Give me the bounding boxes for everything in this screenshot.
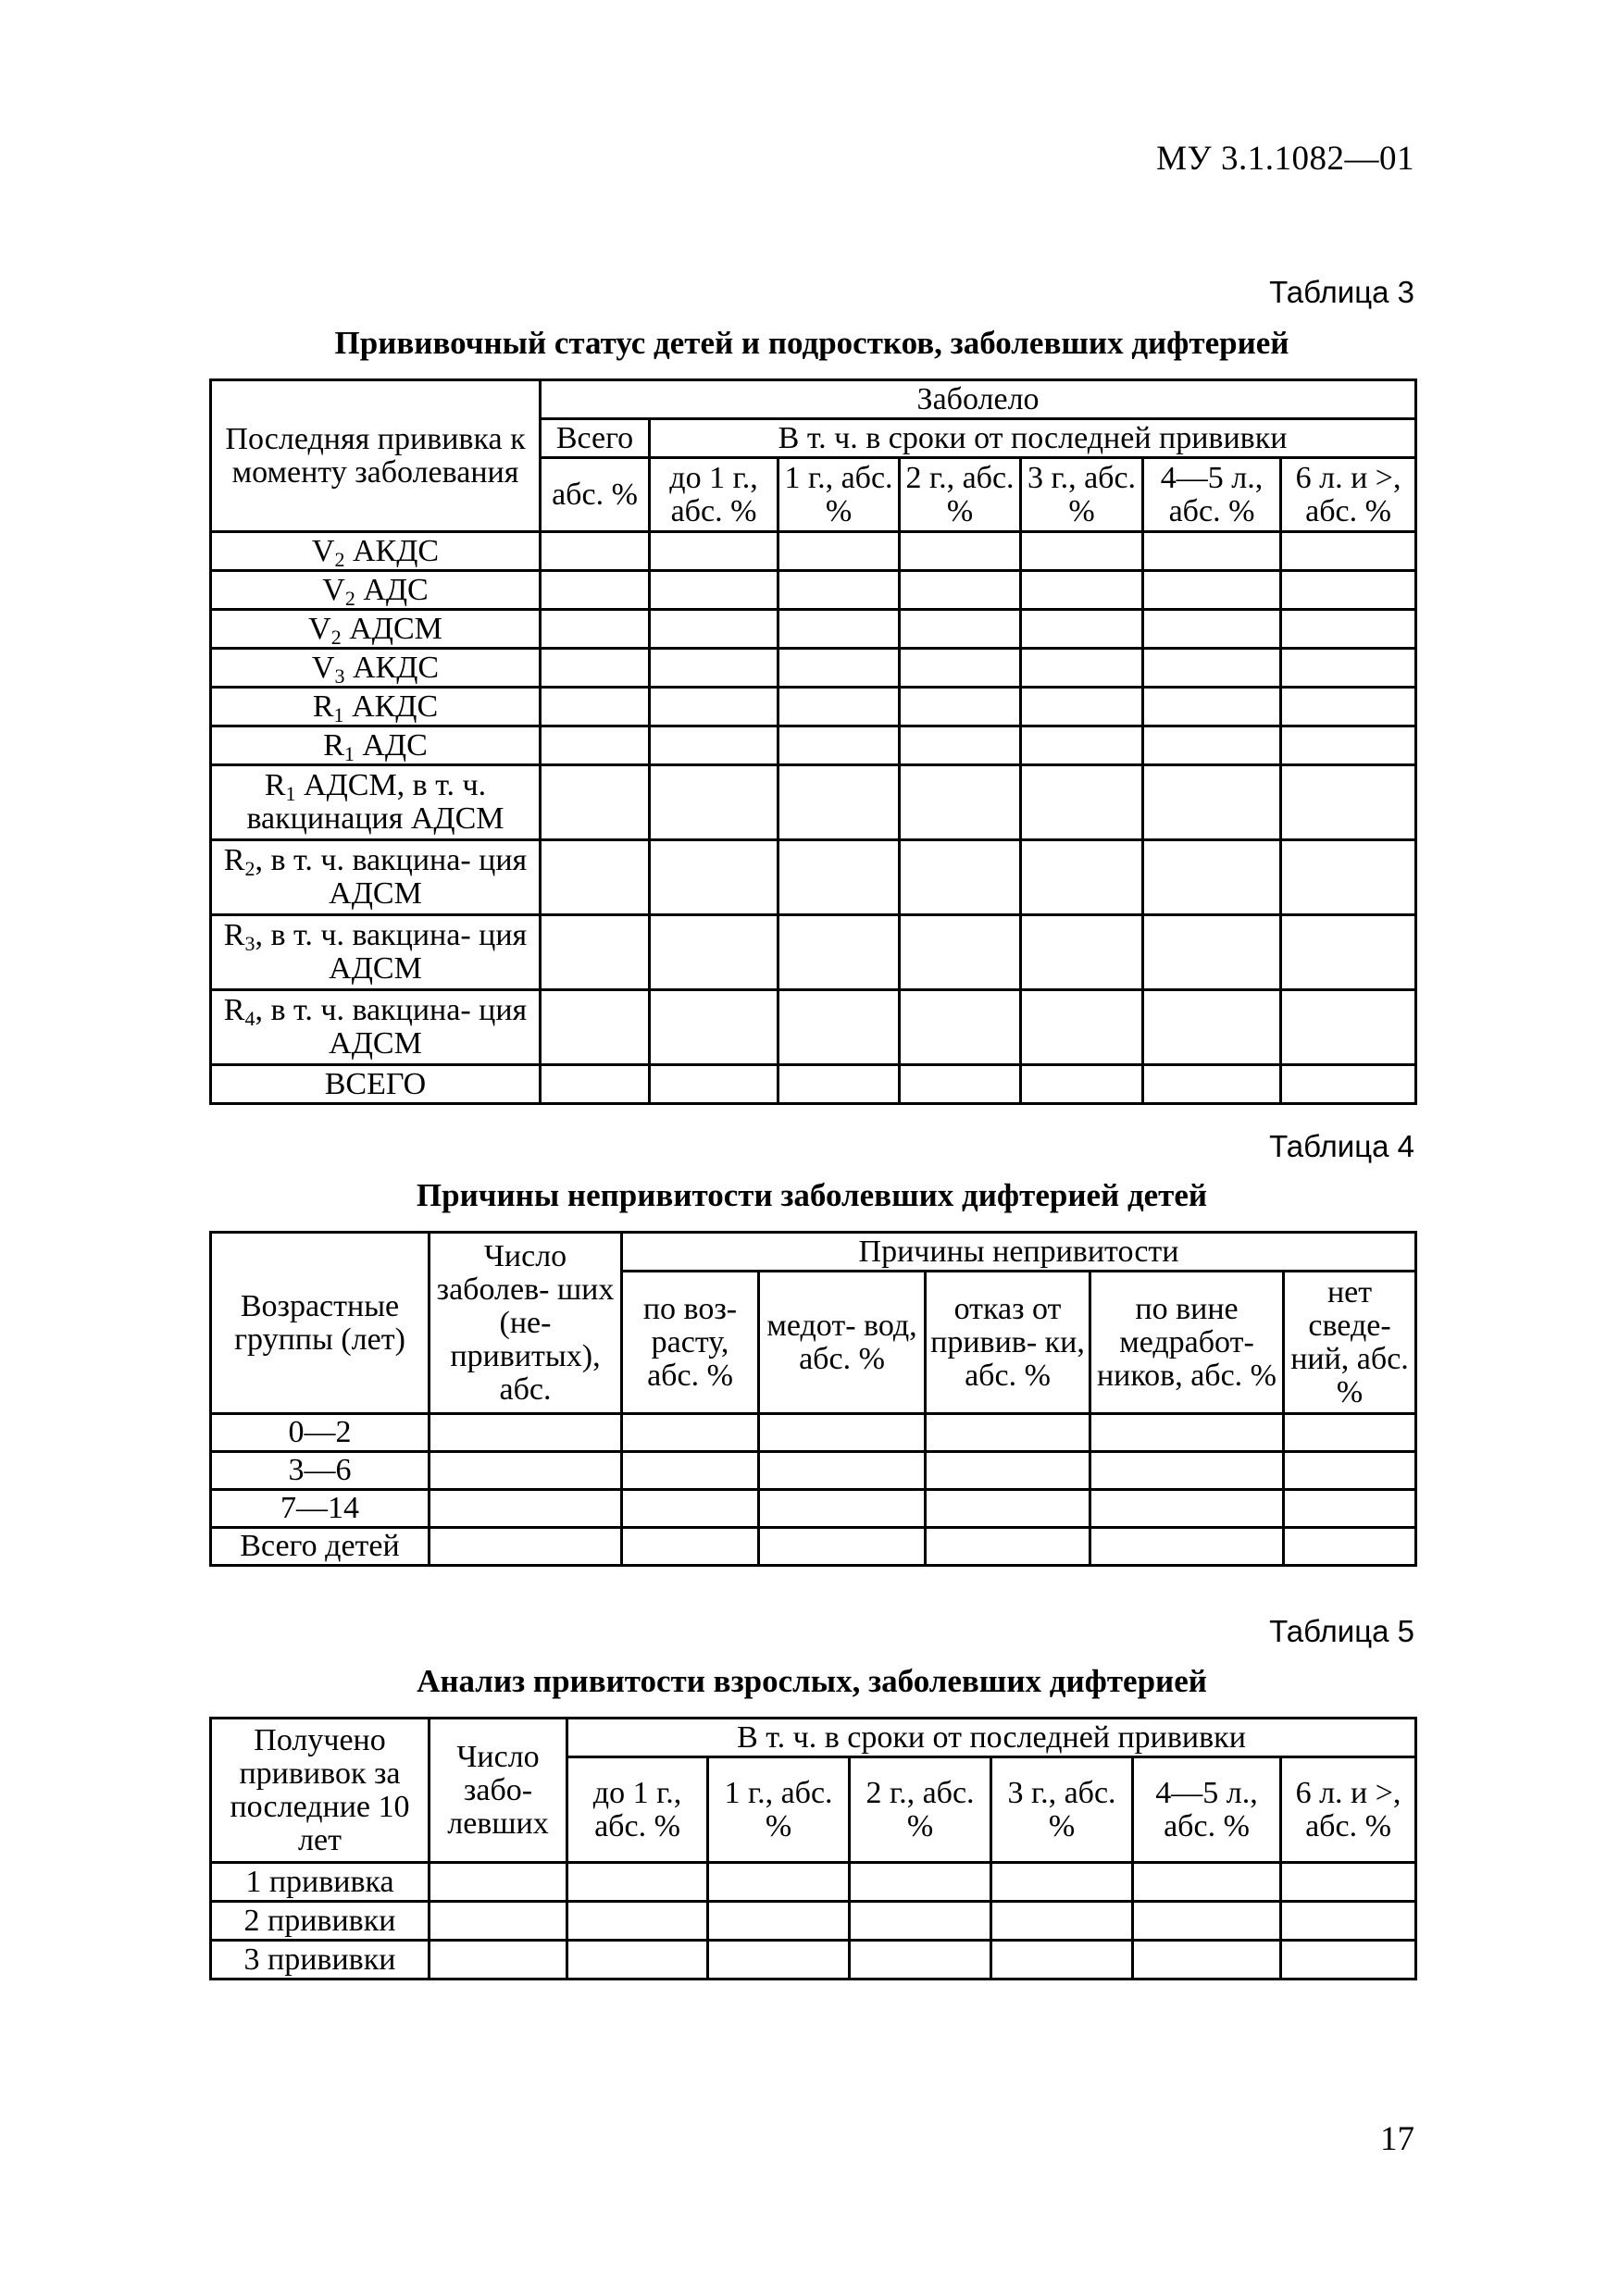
- table3-header-period: 3 г., абс. %: [1021, 458, 1143, 532]
- table-row: [211, 1065, 1416, 1104]
- empty-cell: [622, 1414, 759, 1452]
- empty-cell: [567, 1863, 708, 1902]
- empty-cell: [1281, 990, 1416, 1065]
- empty-cell: [650, 571, 778, 610]
- empty-cell: [778, 765, 900, 840]
- table4-row-label: Всего детей: [211, 1528, 430, 1566]
- table3-header-period: 1 г., абс. %: [778, 458, 900, 532]
- table3-row-label: $V_2$ АКДС: [211, 532, 541, 571]
- empty-cell: [1281, 840, 1416, 915]
- table4-row-label: 7—14: [211, 1490, 430, 1528]
- table5-header-period: до 1 г., абс. %: [567, 1757, 708, 1863]
- empty-cell: [650, 915, 778, 990]
- empty-cell: [778, 571, 900, 610]
- empty-cell: [541, 726, 650, 765]
- empty-cell: [430, 1863, 567, 1902]
- empty-cell: [430, 1452, 622, 1490]
- empty-cell: [900, 915, 1021, 990]
- empty-cell: [991, 1863, 1133, 1902]
- table-row: [211, 1902, 1416, 1941]
- table3-row-label: $V_2$ АДСМ: [211, 610, 541, 649]
- empty-cell: [567, 1941, 708, 1980]
- table4-header-reason: медот- вод, абс. %: [759, 1272, 926, 1414]
- empty-cell: [1021, 990, 1143, 1065]
- empty-cell: [541, 990, 650, 1065]
- empty-cell: [1021, 765, 1143, 840]
- document-code: МУ 3.1.1082—01: [1156, 140, 1414, 178]
- table5-row-label: 3 прививки: [211, 1941, 430, 1980]
- table4-title: Причины непривитости заболевших дифтерией детей: [416, 1177, 1208, 1213]
- table3-header-period: 4—5 л., абс. %: [1143, 458, 1281, 532]
- table-row: [211, 726, 1416, 765]
- table-row: [211, 765, 1416, 840]
- table-row: [211, 840, 1416, 915]
- empty-cell: [900, 532, 1021, 571]
- empty-cell: [1281, 688, 1416, 726]
- empty-cell: [650, 990, 778, 1065]
- empty-cell: [1281, 571, 1416, 610]
- empty-cell: [1281, 765, 1416, 840]
- table5-header-period: 2 г., абс. %: [850, 1757, 991, 1863]
- table5-header-period-group: В т. ч. в сроки от последней прививки: [567, 1719, 1416, 1757]
- empty-cell: [430, 1490, 622, 1528]
- empty-cell: [1281, 1941, 1416, 1980]
- empty-cell: [1090, 1452, 1284, 1490]
- table4-header-reason: отказ от привив- ки, абс. %: [926, 1272, 1090, 1414]
- empty-cell: [541, 649, 650, 688]
- empty-cell: [991, 1941, 1133, 1980]
- table3-row-label: $R_1$ АДСМ, в т. ч. вакцинация АДСМ: [211, 765, 541, 840]
- empty-cell: [650, 688, 778, 726]
- empty-cell: [1021, 610, 1143, 649]
- empty-cell: [650, 610, 778, 649]
- empty-cell: [650, 1065, 778, 1104]
- table4-header-reason: нет сведе- ний, абс. %: [1284, 1272, 1416, 1414]
- empty-cell: [1281, 649, 1416, 688]
- empty-cell: [1021, 840, 1143, 915]
- empty-cell: [708, 1941, 850, 1980]
- empty-cell: [1021, 571, 1143, 610]
- empty-cell: [650, 765, 778, 840]
- empty-cell: [778, 532, 900, 571]
- table3-row-label: $R_3$, в т. ч. вакцина- ция АДСМ: [211, 915, 541, 990]
- empty-cell: [850, 1902, 991, 1941]
- empty-cell: [1281, 1902, 1416, 1941]
- empty-cell: [650, 726, 778, 765]
- empty-cell: [1281, 532, 1416, 571]
- empty-cell: [430, 1902, 567, 1941]
- empty-cell: [926, 1414, 1090, 1452]
- empty-cell: [900, 840, 1021, 915]
- empty-cell: [900, 688, 1021, 726]
- empty-cell: [1143, 726, 1281, 765]
- empty-cell: [900, 726, 1021, 765]
- table5-header-ill-count: Число забо- левших: [430, 1719, 567, 1863]
- table3: [209, 379, 1417, 1105]
- table4-header-reason: по вине медработ- ников, абс. %: [1090, 1272, 1284, 1414]
- empty-cell: [926, 1528, 1090, 1566]
- table-row: [211, 649, 1416, 688]
- empty-cell: [1021, 726, 1143, 765]
- table3-header-abs-pct: абс. %: [541, 458, 650, 532]
- table3-row-label: ВСЕГО: [211, 1065, 541, 1104]
- empty-cell: [900, 649, 1021, 688]
- empty-cell: [1281, 1863, 1416, 1902]
- empty-cell: [708, 1863, 850, 1902]
- empty-cell: [541, 915, 650, 990]
- table3-label: Таблица 3: [1269, 275, 1414, 309]
- empty-cell: [1021, 1065, 1143, 1104]
- empty-cell: [1281, 726, 1416, 765]
- empty-cell: [1143, 840, 1281, 915]
- table3-title: Прививочный статус детей и подростков, заболевших дифтерией: [334, 325, 1289, 361]
- empty-cell: [622, 1452, 759, 1490]
- table5-row-label: 2 прививки: [211, 1902, 430, 1941]
- table3-row-label: $R_1$ АКДС: [211, 688, 541, 726]
- empty-cell: [1143, 649, 1281, 688]
- table-row: [211, 1528, 1416, 1566]
- empty-cell: [622, 1490, 759, 1528]
- table3-row-label: $V_2$ АДС: [211, 571, 541, 610]
- empty-cell: [1143, 990, 1281, 1065]
- empty-cell: [759, 1528, 926, 1566]
- table5-title: Анализ привитости взрослых, заболевших дифтерией: [417, 1663, 1207, 1699]
- empty-cell: [926, 1452, 1090, 1490]
- table3-row-label: $R_1$ АДС: [211, 726, 541, 765]
- empty-cell: [430, 1941, 567, 1980]
- table5-header-period: 6 л. и >, абс. %: [1281, 1757, 1416, 1863]
- empty-cell: [900, 571, 1021, 610]
- empty-cell: [1284, 1414, 1416, 1452]
- empty-cell: [1284, 1528, 1416, 1566]
- table-row: [211, 610, 1416, 649]
- table-row: [211, 571, 1416, 610]
- empty-cell: [708, 1902, 850, 1941]
- table5-row-label: 1 прививка: [211, 1863, 430, 1902]
- empty-cell: [430, 1528, 622, 1566]
- empty-cell: [541, 532, 650, 571]
- empty-cell: [1143, 1065, 1281, 1104]
- empty-cell: [1133, 1902, 1281, 1941]
- empty-cell: [778, 1065, 900, 1104]
- table-row: [211, 915, 1416, 990]
- empty-cell: [1021, 915, 1143, 990]
- empty-cell: [778, 610, 900, 649]
- table-row: [211, 1452, 1416, 1490]
- empty-cell: [650, 532, 778, 571]
- empty-cell: [778, 840, 900, 915]
- table3-header-fell-ill: Заболело: [541, 380, 1416, 419]
- empty-cell: [900, 610, 1021, 649]
- table3-row-label: $V_3$ АКДС: [211, 649, 541, 688]
- empty-cell: [1281, 610, 1416, 649]
- empty-cell: [650, 649, 778, 688]
- empty-cell: [541, 765, 650, 840]
- empty-cell: [900, 765, 1021, 840]
- empty-cell: [900, 1065, 1021, 1104]
- empty-cell: [1133, 1863, 1281, 1902]
- table4-header-reasons: Причины непривитости: [622, 1233, 1416, 1272]
- empty-cell: [1021, 688, 1143, 726]
- empty-cell: [1021, 532, 1143, 571]
- table3-header-period: 2 г., абс. %: [900, 458, 1021, 532]
- table3-header-period-group: В т. ч. в сроки от последней прививки: [650, 419, 1416, 458]
- empty-cell: [778, 688, 900, 726]
- table5-header-vaccinations-received: Получено прививок за последние 10 лет: [211, 1719, 430, 1863]
- empty-cell: [759, 1490, 926, 1528]
- empty-cell: [1143, 532, 1281, 571]
- empty-cell: [567, 1902, 708, 1941]
- table3-header-period: до 1 г., абс. %: [650, 458, 778, 532]
- empty-cell: [1281, 915, 1416, 990]
- empty-cell: [541, 610, 650, 649]
- table5: [209, 1717, 1417, 1980]
- table-row: [211, 1863, 1416, 1902]
- empty-cell: [1143, 610, 1281, 649]
- empty-cell: [1143, 571, 1281, 610]
- empty-cell: [622, 1528, 759, 1566]
- empty-cell: [778, 990, 900, 1065]
- empty-cell: [991, 1902, 1133, 1941]
- empty-cell: [541, 688, 650, 726]
- table-row: [211, 532, 1416, 571]
- empty-cell: [778, 649, 900, 688]
- empty-cell: [430, 1414, 622, 1452]
- empty-cell: [759, 1452, 926, 1490]
- table5-header-period: 4—5 л., абс. %: [1133, 1757, 1281, 1863]
- table3-row-label: $R_4$, в т. ч. вакцина- ция АДСМ: [211, 990, 541, 1065]
- table4-header-ill-count: Число заболев- ших (не- привитых), абс.: [430, 1233, 622, 1414]
- empty-cell: [541, 571, 650, 610]
- empty-cell: [541, 840, 650, 915]
- table4-header-reason: по воз- расту, абс. %: [622, 1272, 759, 1414]
- table5-header-period: 1 г., абс. %: [708, 1757, 850, 1863]
- table-row: [211, 688, 1416, 726]
- empty-cell: [1090, 1528, 1284, 1566]
- table4-row-label: 0—2: [211, 1414, 430, 1452]
- table5-label: Таблица 5: [1269, 1614, 1414, 1648]
- table3-header-period: 6 л. и >, абс. %: [1281, 458, 1416, 532]
- empty-cell: [1143, 915, 1281, 990]
- empty-cell: [1090, 1414, 1284, 1452]
- empty-cell: [850, 1941, 991, 1980]
- table5-header-period: 3 г., абс. %: [991, 1757, 1133, 1863]
- empty-cell: [1284, 1490, 1416, 1528]
- table3-row-label: $R_2$, в т. ч. вакцина- ция АДСМ: [211, 840, 541, 915]
- table4-label: Таблица 4: [1269, 1129, 1414, 1163]
- empty-cell: [541, 1065, 650, 1104]
- empty-cell: [850, 1863, 991, 1902]
- table3-header-total: Всего: [541, 419, 650, 458]
- empty-cell: [1281, 1065, 1416, 1104]
- table4: [209, 1231, 1417, 1567]
- table4-header-age-groups: Возрастные группы (лет): [211, 1233, 430, 1414]
- empty-cell: [1143, 765, 1281, 840]
- empty-cell: [778, 726, 900, 765]
- empty-cell: [1021, 649, 1143, 688]
- page-number: 17: [1380, 2120, 1414, 2158]
- empty-cell: [1090, 1490, 1284, 1528]
- table-row: [211, 1941, 1416, 1980]
- table3-header-last-vaccination: Последняя прививка к моменту заболевания: [211, 380, 541, 532]
- table-row: [211, 990, 1416, 1065]
- empty-cell: [650, 840, 778, 915]
- empty-cell: [900, 990, 1021, 1065]
- table-row: [211, 1490, 1416, 1528]
- empty-cell: [759, 1414, 926, 1452]
- empty-cell: [778, 915, 900, 990]
- empty-cell: [1143, 688, 1281, 726]
- table-row: [211, 1414, 1416, 1452]
- empty-cell: [1284, 1452, 1416, 1490]
- empty-cell: [926, 1490, 1090, 1528]
- table4-row-label: 3—6: [211, 1452, 430, 1490]
- empty-cell: [1133, 1941, 1281, 1980]
